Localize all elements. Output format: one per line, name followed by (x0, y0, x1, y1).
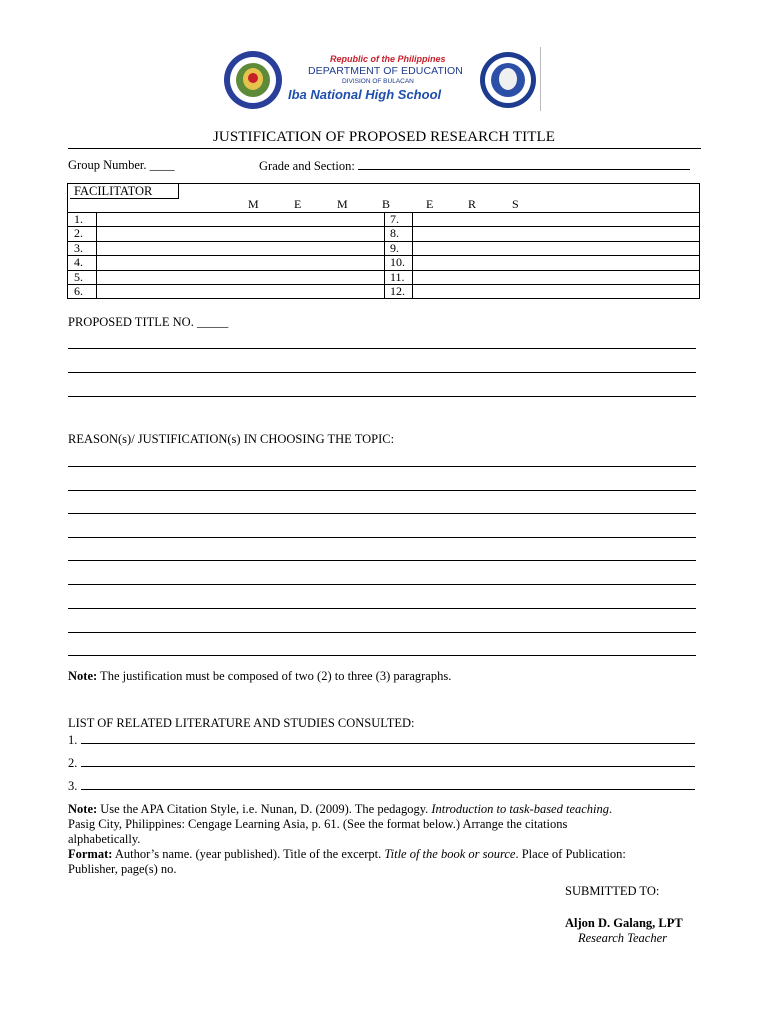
grade-section-label: Grade and Section: (259, 158, 690, 174)
reason-line[interactable] (68, 513, 696, 514)
literature-field-3[interactable] (81, 778, 695, 790)
submitted-to-label: SUBMITTED TO: (565, 884, 660, 898)
justification-note: Note: The justification must be composed of two (2) to three (3) paragraphs. (68, 669, 452, 683)
school-header-banner (222, 47, 542, 111)
reason-line[interactable] (68, 560, 696, 561)
member-row-8: 8. (390, 226, 399, 240)
format-note: Format: Author’s name. (year published). Title of the excerpt. Title of the book or source. Place of Publication: (68, 847, 626, 861)
members-table: FACILITATOR M E M B E R S 1. 2. 3. 4. 5. 6. 7. 8. 9. 10. 11. 12. (67, 183, 700, 299)
member-row-4: 4. (74, 255, 83, 269)
literature-field-1[interactable] (81, 732, 695, 744)
department-label: DEPARTMENT OF EDUCATION (308, 65, 463, 77)
member-row-1: 1. (74, 212, 83, 226)
school-name: Iba National High School (288, 87, 442, 102)
division-label: DIVISION OF BULACAN (342, 78, 414, 85)
teacher-name: Aljon D. Galang, LPT (565, 916, 683, 930)
proposed-title-line[interactable] (68, 396, 696, 397)
teacher-role: Research Teacher (578, 931, 667, 945)
member-row-10: 10. (390, 255, 405, 269)
facilitator-cell: FACILITATOR (70, 184, 179, 199)
proposed-title-line[interactable] (68, 372, 696, 373)
member-row-11: 11. (390, 270, 405, 284)
literature-item-1: 1. (68, 732, 695, 748)
group-number-label: Group Number. ____ (68, 158, 175, 172)
literature-item-2: 2. (68, 755, 695, 771)
member-row-3: 3. (74, 241, 83, 255)
format-note-line2: Publisher, page(s) no. (68, 862, 177, 876)
literature-item-3: 3. (68, 778, 695, 794)
reason-line[interactable] (68, 466, 696, 467)
literature-label: LIST OF RELATED LITERATURE AND STUDIES CONSULTED: (68, 716, 415, 730)
page-title: JUSTIFICATION OF PROPOSED RESEARCH TITLE (212, 129, 556, 145)
apa-note: Note: Use the APA Citation Style, i.e. Nunan, D. (2009). The pedagogy. Introduction to task-based teaching. (68, 802, 613, 816)
header-divider (540, 47, 541, 111)
reasons-label: REASON(s)/ JUSTIFICATION(s) IN CHOOSING THE TOPIC: (68, 432, 395, 446)
proposed-title-label: PROPOSED TITLE NO. _____ (68, 315, 229, 329)
grade-section-field[interactable] (358, 158, 690, 170)
proposed-title-line[interactable] (68, 348, 696, 349)
member-row-5: 5. (74, 270, 83, 284)
deped-seal-icon (480, 52, 536, 108)
member-row-6: 6. (74, 284, 83, 298)
member-row-2: 2. (74, 226, 83, 240)
reason-line[interactable] (68, 632, 696, 633)
school-seal-icon (224, 51, 282, 109)
literature-field-2[interactable] (81, 755, 695, 767)
reason-line[interactable] (68, 608, 696, 609)
republic-label: Republic of the Philippines (330, 54, 446, 64)
member-row-12: 12. (390, 284, 405, 298)
apa-note-line2: Pasig City, Philippines: Cengage Learning Asia, p. 61. (See the format below.) Arrange the citations (68, 817, 568, 831)
reason-line[interactable] (68, 490, 696, 491)
reason-line[interactable] (68, 584, 696, 585)
reason-line[interactable] (68, 537, 696, 538)
title-rule (68, 148, 701, 149)
reason-line[interactable] (68, 655, 696, 656)
apa-note-line3: alphabetically. (68, 832, 141, 846)
member-row-9: 9. (390, 241, 399, 255)
member-row-7: 7. (390, 212, 399, 226)
